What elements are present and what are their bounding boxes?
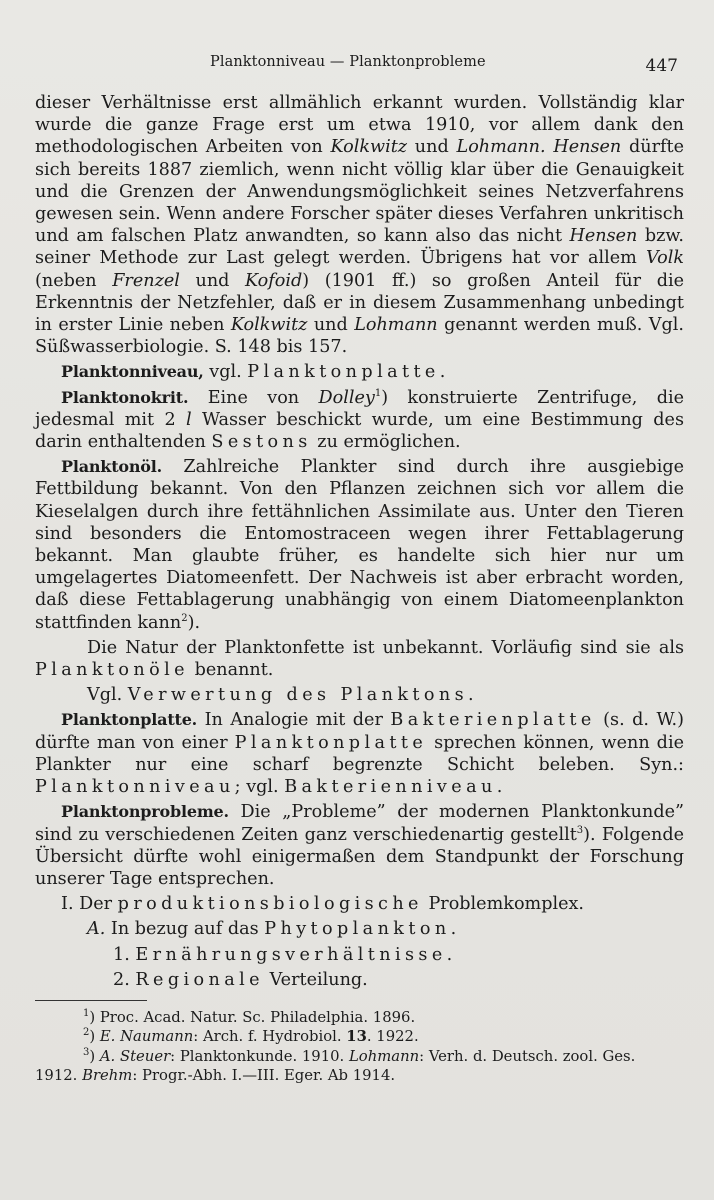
author-name: Lohmann. [456,137,546,158]
body-text [35,92,684,1086]
author-name: Kolkwitz [230,315,308,336]
footnote-text: : Progr.-Abh. I.—III. Eger. Ab 1914. [132,1067,396,1085]
cross-reference: Bakterienniveau [284,777,497,798]
text-run: . [446,944,453,965]
text-run: . [439,362,446,383]
text-run: Eine von [188,387,319,408]
text-run: . [450,919,457,940]
footnote-1 [35,1008,684,1028]
text-run: ) konstruierte Zentrifuge, die jedesmal mit 2 [35,387,685,430]
author-name: A. Steuer [99,1047,171,1065]
text-run: Der [73,894,118,915]
footnote-text: 1912. [35,1067,83,1085]
footnote-rule [35,1000,147,1001]
footnote-marker: 2 [181,612,188,624]
text-run: vgl. [203,362,248,383]
text-run: ; vgl. [234,777,285,798]
entry-planktonprobleme [35,801,684,890]
author-name: Kofoid [245,270,303,291]
spaced-term: Phytoplankton [264,919,451,940]
author-name: Hensen [569,226,638,247]
paragraph-see-also [35,684,684,706]
text-run: sprechen können, wenn die Plankter nur eine scharf begrenzte Schicht beleben. Syn.: [35,732,684,775]
author-name: Dolley [318,387,375,408]
text-run: (neben [35,270,113,291]
footnote-text: : Planktonkunde. 1910. [170,1047,349,1065]
text-run: und [407,137,457,158]
text-run: Die „Probleme” der modernen Planktonkunde” sind zu verschiedenen Zeiten ganz verschiedenartig gestellt [35,802,684,845]
footnote-text: : Arch. f. Hydrobiol. [193,1028,347,1046]
text-run: (s. d. W.) dürfte man von einer [35,710,684,753]
cross-reference: Planktonplatte [247,362,440,383]
text-run: bzw. seiner Methode zur Last gelegt werden. Übrigens hat vor allem [35,226,684,269]
author-name: Frenzel [112,270,180,291]
author-name: Lohmann [348,1047,420,1065]
text-run: . [496,777,503,798]
text-run: ) (1901 ff.) so großen Anteil für die Erkenntnis der Netzfehler, daß er in diesem Zusammenhang unbedingt in erster Linie neben [35,270,684,336]
text-run: und [307,315,355,336]
footnote-marker: 3 [83,1047,90,1058]
text-run: In Analogie mit der [197,710,391,731]
footnote-marker: 3 [576,824,584,836]
text-run: zu ermöglichen. [311,432,461,453]
cross-reference: Verwertung des Planktons [127,685,469,706]
footnotes [35,1008,684,1086]
text-run: Verteilung. [264,969,368,990]
footnote-text: ) [89,1047,100,1065]
entry-planktonniveau [35,361,684,383]
author-name: E. Naumann [99,1028,194,1046]
spaced-term: Sestons [211,432,312,453]
text-run: Problemkomplex. [422,894,585,915]
footnote-3 [35,1047,684,1067]
footnote-3-continuation [35,1066,684,1086]
spaced-term: Ernährungsverhältnisse [135,944,447,965]
author-name: Brehm [82,1067,133,1085]
outline-number: 1. [113,944,130,965]
footnote-marker: 2 [83,1027,90,1039]
text-run: und [179,270,246,291]
footnote-text: . 1922. [366,1028,419,1046]
entry-planktonplatte [35,709,684,798]
author-name: Volk [646,248,684,269]
text-run: Wasser beschickt wurde, um eine Bestimmung des darin enthaltenden [35,409,684,453]
outline-level-2 [35,918,684,940]
footnote-text: ) Proc. Acad. Natur. Sc. Philadelphia. 1896. [89,1008,416,1026]
paragraph-continuation [35,92,684,358]
outline-level-3 [35,944,684,966]
running-head [0,52,714,76]
outline-number: 2. [113,969,130,990]
entry-planktonoel [35,456,684,634]
author-name: Hensen [553,137,622,158]
outline-level-3 [35,969,684,991]
footnote-2 [35,1027,684,1047]
volume-number: 13 [346,1028,367,1046]
text-run: Vgl. [87,685,128,706]
entry-headword: Planktonprobleme. [61,802,229,822]
text-run: ). Folgende Übersicht dürfte wohl einigermaßen dem Standpunkt der Forschung unserer Tage entsprechen. [35,824,684,889]
spaced-term: Regionale [135,969,264,990]
text-run: In bezug auf das [105,919,265,940]
entry-headword: Planktonöl. [61,457,163,477]
text-run: benannt. [188,660,274,681]
spaced-term: produktionsbiologische [117,894,423,915]
text-run: ). [187,612,201,633]
text-run: Die Natur der Planktonfette ist unbekannt. Vorläufig sind sie als [87,637,684,658]
footnote-marker: 1 [83,1008,90,1019]
text-run: genannt werden muß. Vgl. Süßwasserbiologie. S. 148 bis 157. [35,315,684,358]
running-title: Planktonniveau — Planktonprobleme [210,54,486,70]
author-name: Kolkwitz [330,137,408,158]
outline-number: A. [87,919,106,940]
entry-headword: Planktonniveau, [61,362,204,382]
text-run: . [468,685,474,706]
author-name: Lohmann [354,315,438,336]
text-run: dürfte sich bereits 1887 ziemlich, wenn nicht völlig klar über die Genauigkeit und die Grenzen der Anwendungsmöglichkeit seines Netzverfahrens gewesen sein. Wenn andere Forscher später dieses Verfahren unkritisch und am falschen Platz anwandten, so kann also das nicht [35,137,684,247]
spaced-term: Planktonplatte [234,732,428,753]
paragraph-planktonfette [35,637,684,681]
cross-reference: Bakterienplatte [390,710,596,731]
spaced-term: Planktonniveau [35,777,235,798]
outline-number: I. [61,894,74,915]
entry-headword: Planktonokrit. [61,387,189,407]
text-run: Zahlreiche Plankter sind durch ihre ausgiebige Fettbildung bekannt. Von den Pflanzen zeichnen sich vor allem die Kieselalgen durch ihre fettähnlichen Assimilate aus. Unter den Tieren sind besonders die Entomostraceen wegen ihrer Fettablagerung bekannt. Man glaubte früher, es handelte sich hier nur um umgelagertes Diatomeenfett. Der Nachweis ist aber erbracht worden, daß diese Fettablagerung unabhängig von einem Diatomeenplankton stattfinden kann [35,457,684,633]
entry-planktonokrit [35,387,684,454]
entry-headword: Planktonplatte. [61,710,198,730]
footnote-marker: 1 [374,387,382,399]
unit-symbol: l [185,409,192,430]
outline-level-1 [35,893,684,915]
footnote-text: ) [89,1028,100,1046]
text-run: dieser Verhältnisse erst allmählich erkannt wurden. Vollständig klar wurde die ganze Frage erst um etwa 1910, vor allem dank den methodologischen Arbeiten von [35,93,684,158]
page-number: 447 [645,56,678,76]
footnote-text: : Verh. d. Deutsch. zool. Ges. [419,1047,636,1065]
spaced-term: Planktonöle [35,660,189,681]
